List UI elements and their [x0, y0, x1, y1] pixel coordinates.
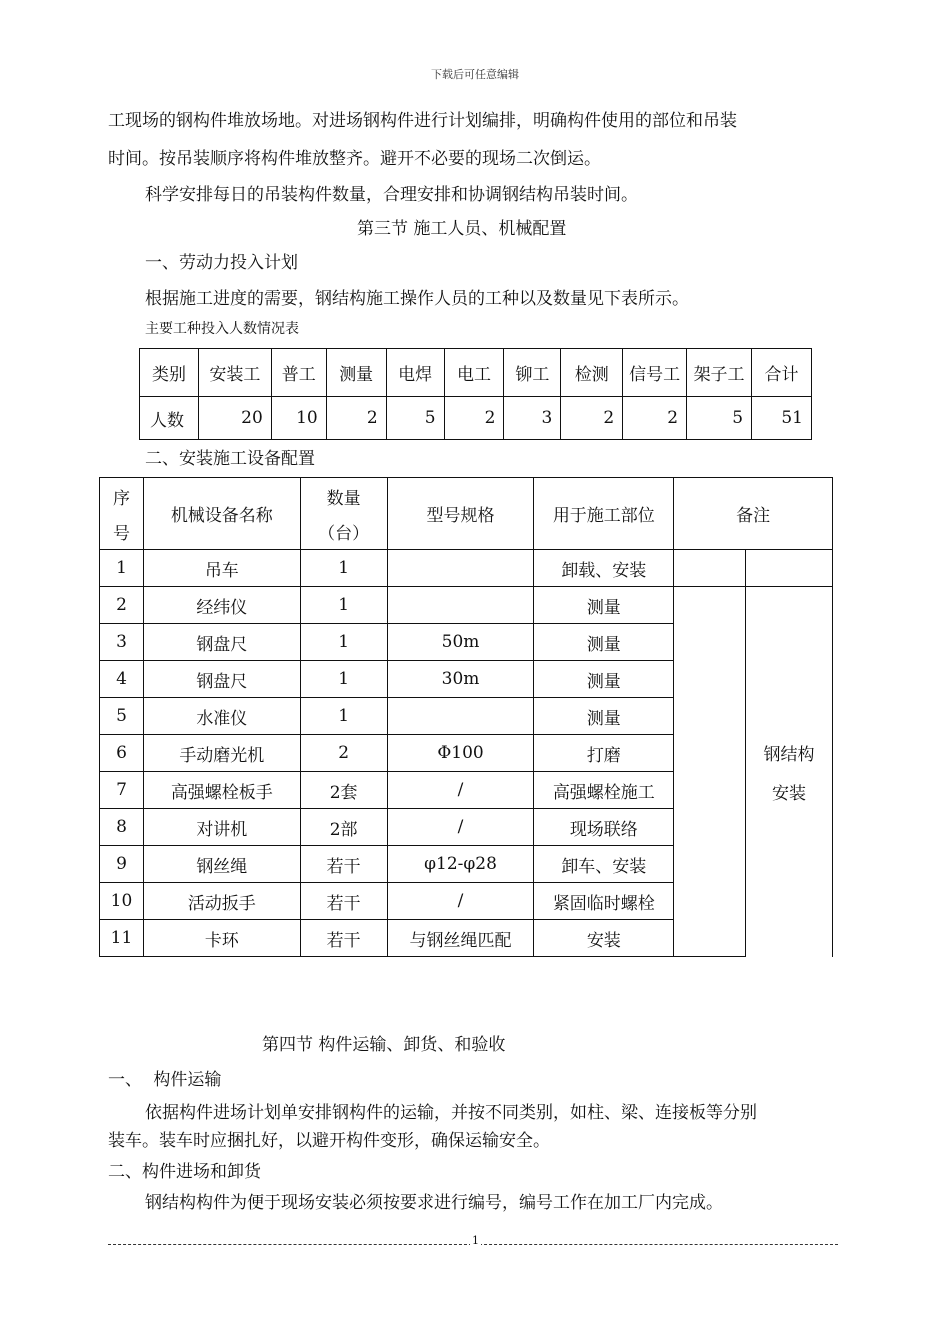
cell-no: 2: [100, 587, 144, 624]
cell-model: 与钢丝绳匹配: [387, 920, 534, 957]
cell-qty: 2: [300, 735, 387, 772]
paragraph-line: 工现场的钢构件堆放场地。对进场钢构件进行计划编排，明确构件使用的部位和吊装: [108, 111, 737, 131]
table-caption: 主要工种投入人数情况表: [145, 321, 299, 337]
cell-use: 现场联络: [534, 809, 674, 846]
page-number: 1: [472, 1234, 479, 1247]
cell-qty: 若干: [300, 846, 387, 883]
cell-model: /: [387, 883, 534, 920]
cell-no: 5: [100, 698, 144, 735]
labor-value-cell: 5: [687, 397, 752, 440]
cell-name: 高强螺栓板手: [143, 772, 300, 809]
paragraph-line: 根据施工进度的需要，钢结构施工操作人员的工种以及数量见下表所示。: [145, 289, 689, 309]
labor-header-row: [140, 349, 812, 397]
section-title: 第三节 施工人员、机械配置: [357, 219, 567, 239]
header-qty-line: （台）: [318, 523, 370, 544]
labor-header-cell: 合计: [752, 349, 812, 397]
paragraph-line: 科学安排每日的吊装构件数量，合理安排和协调钢结构吊装时间。: [145, 185, 638, 205]
cell-model: [387, 698, 534, 735]
cell-qty: 1: [300, 624, 387, 661]
cell-no: 3: [100, 624, 144, 661]
cell-no: 10: [100, 883, 144, 920]
cell-model: [387, 587, 534, 624]
cell-qty: 2部: [300, 809, 387, 846]
cell-name: 钢盘尺: [143, 624, 300, 661]
cell-no: 1: [100, 550, 144, 587]
cell-remark-empty: [746, 550, 833, 587]
cell-no: 11: [100, 920, 144, 957]
subheading: 一、 构件运输: [108, 1070, 222, 1090]
cell-name: 钢盘尺: [143, 661, 300, 698]
remark-line: 安装: [772, 783, 807, 804]
labor-value-cell: 51: [752, 397, 812, 440]
cell-name: 对讲机: [143, 809, 300, 846]
cell-qty: 若干: [300, 920, 387, 957]
cell-qty: 2套: [300, 772, 387, 809]
cell-model: φ12-φ28: [387, 846, 534, 883]
cell-use: 安装: [534, 920, 674, 957]
labor-header-cell: 信号工: [623, 349, 687, 397]
cell-name: 吊车: [143, 550, 300, 587]
cell-remark-empty: [674, 550, 746, 587]
equipment-table: [99, 477, 833, 957]
header-name: 机械设备名称: [143, 478, 300, 550]
cell-qty: 1: [300, 550, 387, 587]
remark-line: 钢结构: [763, 744, 815, 765]
header-model: 型号规格: [387, 478, 534, 550]
subheading: 一、劳动力投入计划: [145, 253, 298, 273]
labor-header-cell: 类别: [140, 349, 199, 397]
cell-no: 7: [100, 772, 144, 809]
cell-model: [387, 550, 534, 587]
page-header: 下载后可任意编辑: [431, 68, 519, 81]
subheading: 二、构件进场和卸货: [108, 1162, 261, 1182]
header-qty: [300, 478, 387, 550]
paragraph-line: 依据构件进场计划单安排钢构件的运输，并按不同类别，如柱、梁、连接板等分别: [145, 1103, 757, 1123]
header-qty-line: 数量: [326, 488, 361, 509]
header-no-line: 序: [112, 488, 130, 509]
table-row: [100, 587, 833, 624]
cell-model: Φ100: [387, 735, 534, 772]
labor-header-cell: 测量: [326, 349, 386, 397]
cell-use: 测量: [534, 624, 674, 661]
cell-name: 钢丝绳: [143, 846, 300, 883]
header-no-line: 号: [112, 523, 130, 544]
cell-no: 8: [100, 809, 144, 846]
labor-value-cell: 2: [561, 397, 623, 440]
cell-name: 卡环: [143, 920, 300, 957]
cell-use: 打磨: [534, 735, 674, 772]
header-use: 用于施工部位: [534, 478, 674, 550]
header-remark: 备注: [674, 478, 833, 550]
labor-value-cell: 2: [326, 397, 386, 440]
labor-value-cell: 3: [504, 397, 561, 440]
paragraph-line: 钢结构构件为便于现场安装必须按要求进行编号，编号工作在加工厂内完成。: [145, 1193, 723, 1213]
labor-value-cell: 10: [271, 397, 326, 440]
paragraph-line: 装车。装车时应捆扎好，以避开构件变形，确保运输安全。: [108, 1131, 550, 1151]
labor-header-cell: 电焊: [386, 349, 444, 397]
labor-header-cell: 电工: [444, 349, 504, 397]
cell-remark-merged: [746, 587, 833, 957]
labor-value-row: [140, 397, 812, 440]
cell-use: 测量: [534, 587, 674, 624]
cell-name: 经纬仪: [143, 587, 300, 624]
cell-qty: 1: [300, 698, 387, 735]
labor-header-cell: 检测: [561, 349, 623, 397]
labor-header-cell: 普工: [271, 349, 326, 397]
cell-no: 6: [100, 735, 144, 772]
header-no: [100, 478, 144, 550]
labor-value-cell: 2: [623, 397, 687, 440]
cell-model: /: [387, 809, 534, 846]
cell-use: 测量: [534, 698, 674, 735]
paragraph-line: 时间。按吊装顺序将构件堆放整齐。避开不必要的现场二次倒运。: [108, 149, 601, 169]
labor-header-cell: 安装工: [198, 349, 271, 397]
labor-value-cell: 20: [198, 397, 271, 440]
cell-name: 活动扳手: [143, 883, 300, 920]
cell-no: 4: [100, 661, 144, 698]
cell-name: 手动磨光机: [143, 735, 300, 772]
labor-value-cell: 5: [386, 397, 444, 440]
table-row: [100, 550, 833, 587]
cell-use: 卸车、安装: [534, 846, 674, 883]
subheading: 二、安装施工设备配置: [145, 449, 315, 469]
cell-use: 紧固临时螺栓: [534, 883, 674, 920]
cell-name: 水准仪: [143, 698, 300, 735]
labor-value-cell: 2: [444, 397, 504, 440]
labor-value-cell: 人数: [140, 397, 199, 440]
cell-use: 卸载、安装: [534, 550, 674, 587]
labor-table: [139, 348, 812, 440]
cell-qty: 1: [300, 587, 387, 624]
cell-qty: 1: [300, 661, 387, 698]
cell-use: 测量: [534, 661, 674, 698]
equipment-header-row: [100, 478, 833, 550]
section-title: 第四节 构件运输、卸货、和验收: [262, 1035, 506, 1055]
cell-no: 9: [100, 846, 144, 883]
cell-remark-empty: [674, 587, 746, 957]
cell-model: 50m: [387, 624, 534, 661]
cell-model: 30m: [387, 661, 534, 698]
cell-model: /: [387, 772, 534, 809]
cell-use: 高强螺栓施工: [534, 772, 674, 809]
cell-qty: 若干: [300, 883, 387, 920]
labor-header-cell: 铆工: [504, 349, 561, 397]
labor-header-cell: 架子工: [687, 349, 752, 397]
